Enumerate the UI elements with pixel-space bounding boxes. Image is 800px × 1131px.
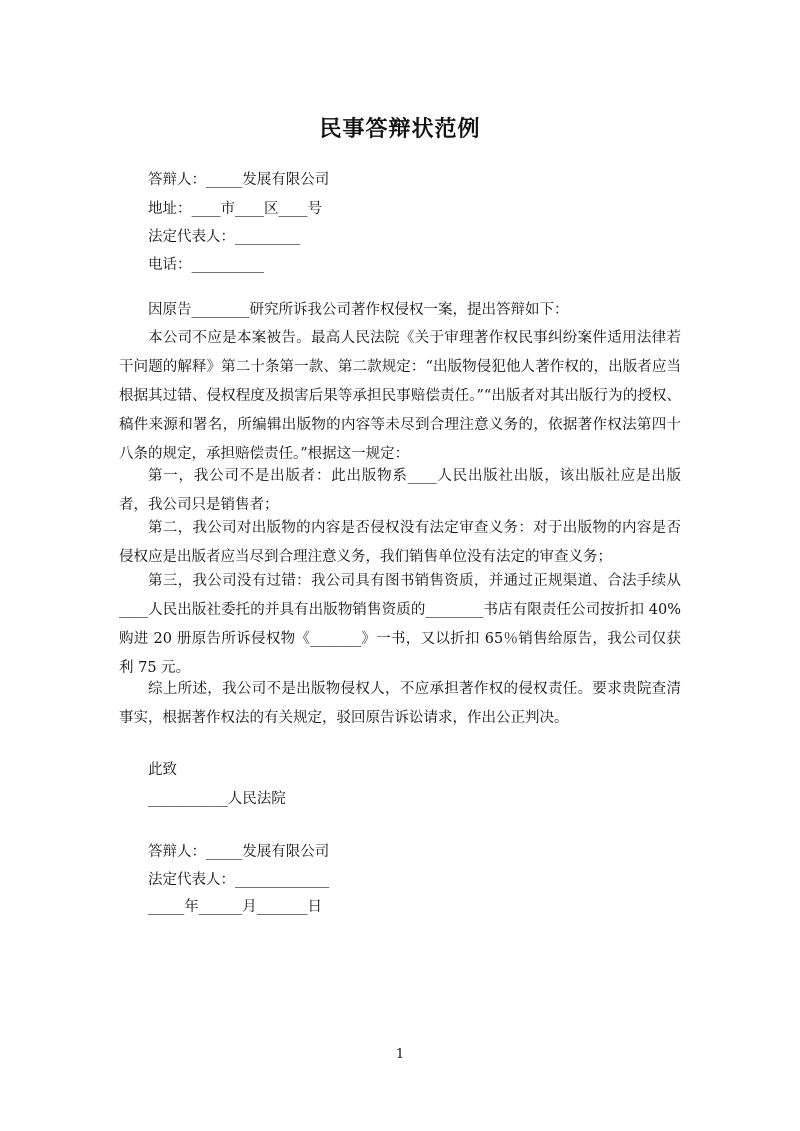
respondent-phone: 电话：__________ bbox=[148, 257, 264, 273]
document-title: 民事答辩状范例 bbox=[319, 117, 481, 142]
signature-date: _____年______月_______日 bbox=[148, 899, 322, 915]
point-three-paragraph: 第三，我公司没有过错：我公司具有图书销售资质，并通过正规渠道、合法手续从____人民出版社委托的并具有出版物销售资质的________书店有限责任公司按折扣 40%购进 20 册原告所诉侵权物《_______》一书，又以折扣 65％销售给原告，我公司仅获利 75 元。 bbox=[119, 573, 681, 676]
legal-basis-paragraph: 本公司不应是本案被告。最高人民法院《关于审理著作权民事纠纷案件适用法律若干问题的解释》第二十条第一款、第二款规定：“出版物侵犯他人著作权的，出版者应当根据其过错、侵权程度及损害后果等承担民事赔偿责任。”“出版者对其出版行为的授权、稿件来源和署名，所编辑出版物的内容等未尽到合理注意义务的，依据著作权法第四十八条的规定，承担赔偿责任。”根据这一规定： bbox=[119, 330, 681, 462]
page-number: 1 bbox=[395, 1047, 405, 1062]
respondent-address: 地址：____市____区____号 bbox=[148, 201, 322, 217]
closing-salutation: 此致 bbox=[148, 762, 177, 778]
respondent-name: 答辩人：_____发展有限公司 bbox=[148, 172, 330, 188]
point-one-paragraph: 第一，我公司不是出版者：此出版物系____人民出版社出版，该出版社应是出版者，我公司只是销售者； bbox=[119, 468, 681, 513]
signature-representative: 法定代表人：_____________ bbox=[148, 872, 330, 888]
conclusion-paragraph: 综上所述，我公司不是出版物侵权人，不应承担著作权的侵权责任。要求贵院查清事实，根据著作权法的有关规定，驳回原告诉讼请求，作出公正判决。 bbox=[119, 681, 681, 726]
court-name: ___________人民法院 bbox=[148, 791, 286, 807]
signature-respondent: 答辩人：_____发展有限公司 bbox=[148, 844, 330, 860]
respondent-legal-representative: 法定代表人：_________ bbox=[148, 229, 301, 245]
intro-paragraph: 因原告________研究所诉我公司著作权侵权一案，提出答辩如下： bbox=[148, 302, 569, 318]
point-two-paragraph: 第二，我公司对出版物的内容是否侵权没有法定审查义务：对于出版物的内容是否侵权应是出版者应当尽到合理注意义务，我们销售单位没有法定的审查义务； bbox=[119, 520, 681, 565]
